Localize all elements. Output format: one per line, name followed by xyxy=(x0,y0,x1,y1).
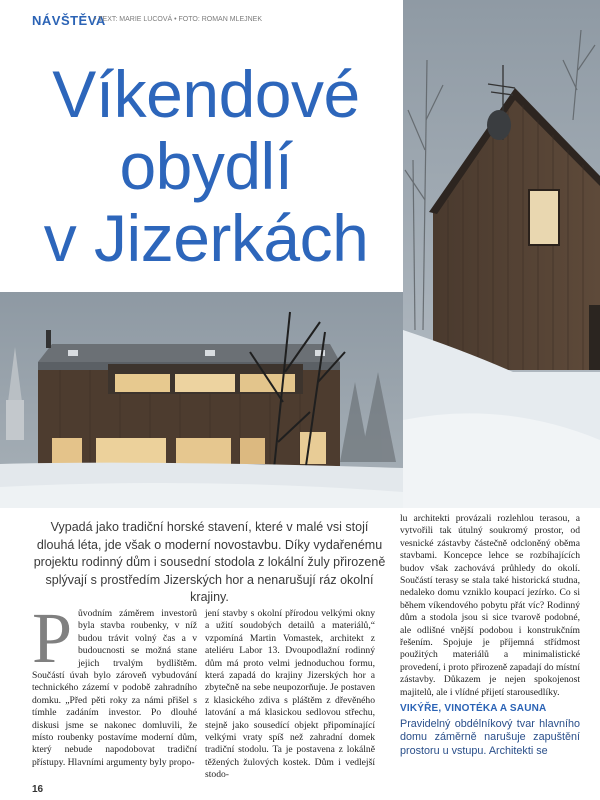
headline xyxy=(20,58,392,274)
headline-line: Víkendové xyxy=(52,57,360,131)
intro-text: ůvodním záměrem investorů byla stavba roubenky, v níž budou trávit volný čas a v budoucnosti se možná stane jejich trvalým bydlištěm. Součástí úvah bylo zároveň vybudování technického zázemí v podobě zahradního domku. „Před pěti roky za námi přišel s tímhle zadáním investor. Po dlouhé diskusi jsme se nakonec domluvili, že místo roubenky postavíme moderní dům, který nebude napodobovat tradiční přístupy. Hlavními argumenty byly propo- xyxy=(32,608,197,768)
photo-text-credits: • TEXT: MARIE LUCOVÁ • FOTO: ROMAN MLEJNEK xyxy=(94,16,263,23)
headline-line: v Jizerkách xyxy=(43,201,369,275)
article-column-3 xyxy=(400,513,580,758)
section-subheading: VIKÝŘE, VINOTÉKA A SAUNA xyxy=(400,703,547,715)
barn-photo xyxy=(403,0,600,508)
column-3-continuation: Pravidelný obdélníkový tvar hlavního domu záměrně narušuje zapuštění prostoru u vstupu. Architekti se xyxy=(400,717,580,757)
headline-line: obydlí xyxy=(119,129,293,203)
page-number: 16 xyxy=(32,784,44,795)
barn-photo-illustration xyxy=(403,0,600,508)
page-header xyxy=(32,13,402,29)
article-column-1 xyxy=(32,598,197,769)
column-3-text: lu architekti provázali rozlehlou terasou, a vytvořili tak útulný soukromý prostor, od vesnické zástavby částečně odcloněný oběma stavbami. Koncepce lehce se rozbíhajících budov však zachovává průhledy do okolí. Součástí terasy se stala také historická studna, nedaleko domu vzniklo koupací jezírko. Co si během víkendového pobytu přát víc? Rodinný dům a stodola jsou si sice tvarově podobné, ale odlišné vnější podobou i konstrukčním řešením. Spojuje je příjemná střídmost použitých materiálů a minimalistické provedení, i proto přirozeně zapadají do místní zástavby. Důkazem je nejen spokojenost majitelů, ale i vlídné přijetí starousedlíky. xyxy=(400,513,580,698)
drop-cap: P xyxy=(32,598,73,678)
house-photo xyxy=(0,292,403,508)
article-column-2 xyxy=(205,608,375,782)
column-2-text: jení stavby s okolní přírodou velkými okny a užití soudobých detailů a materiálů,“ vzpomíná Martin Vomastek, architekt z ateliéru Labor 13. Dvoupodlažní rodinný dům má proto velmi jednoduchou formu, která zapadá do krajiny Jizerských hor a zbytečně na sebe neupozorňuje. Je postaven z klasického zdiva s pláštěm z dřevěného latování a má klasickou sedlovou střechu, stejně jako sousedící objekt připomínající velkými vraty spíš než zahradní domek tradiční stodolu. Ta je postavena z lokálně těžených žulových kostek. Dům i vedlejší stodo- xyxy=(205,608,375,781)
house-photo-illustration xyxy=(0,292,403,508)
section-label: NÁVŠTĚVA xyxy=(32,13,106,28)
lede-paragraph: Vypadá jako tradiční horské stavení, které v malé vsi stojí dlouhá léta, jde však o moderní novostavbu. Díky vydařenému projektu rodinný dům i sousední stodola z lokální žuly přirozeně splývají s prostředím Jizerských hor a nenarušují ráz okolní krajiny. xyxy=(33,520,386,604)
